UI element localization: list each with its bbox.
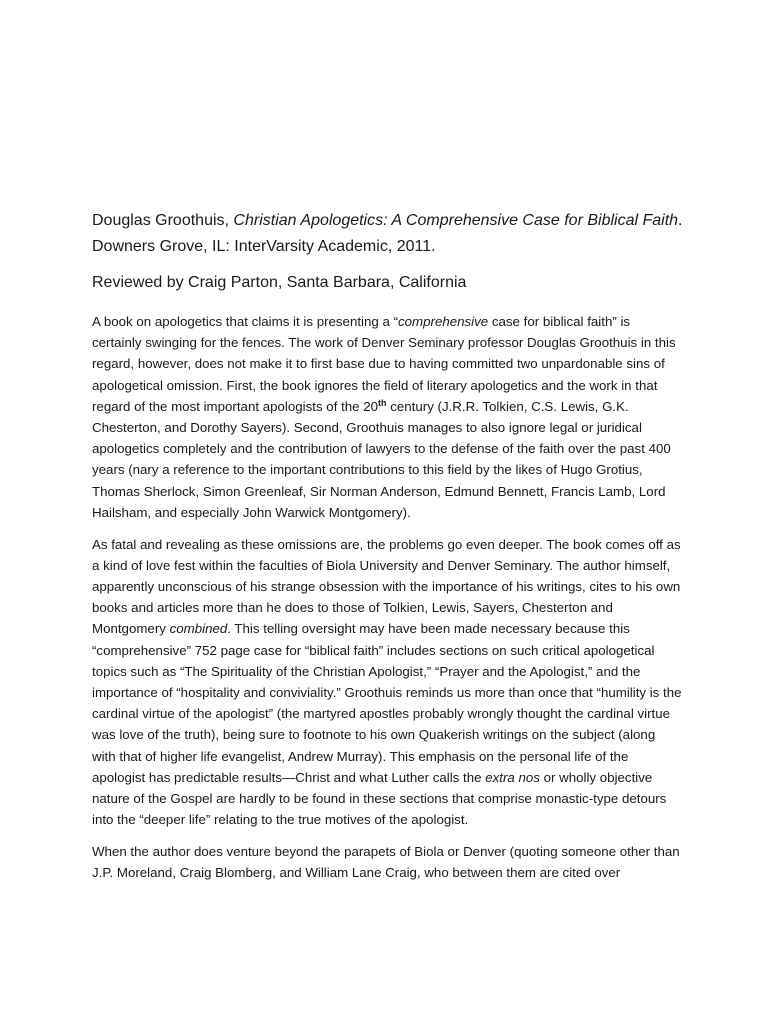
citation-author: Douglas Groothuis, — [92, 212, 234, 229]
p3-text-1: When the author does venture beyond the parapets of Biola or Denver (quoting someone other than J.P. Moreland, Craig Blomberg, and William Lane Craig, who between them are cited over — [92, 843, 680, 881]
reviewer-line: Reviewed by Craig Parton, Santa Barbara, California — [92, 274, 467, 291]
citation-title: Christian Apologetics: A Comprehensive Case for Biblical Faith — [233, 212, 679, 229]
p1-emphasis: comprehensive — [398, 314, 489, 329]
citation-line-1 — [92, 208, 712, 234]
book-citation — [92, 208, 712, 260]
p2-text-1: As fatal and revealing as these omissions are, the problems go even deeper. The book comes off as a kind of love fest within the faculties of Biola University and Denver Seminary. The author himself, apparently unconscious of his strange obsession with the importance of his writings, cites to his own books and articles more than he does to those of Tolkien, Lewis, Sayers, Chesterton and Montgomery — [92, 536, 681, 637]
p2-emphasis-1: combined — [169, 621, 228, 637]
citation-publication: Downers Grove, IL: InterVarsity Academic, 2011. — [92, 238, 436, 255]
p1-text-1: A book on apologetics that claims it is presenting a “ — [92, 314, 398, 329]
paragraph-2 — [92, 534, 682, 831]
review-body — [92, 311, 682, 883]
p1-superscript: th — [378, 397, 387, 408]
paragraph-3 — [92, 841, 682, 883]
p1-text-3: century (J.R.R. Tolkien, C.S. Lewis, G.K. Chesterton, and Dorothy Sayers). Second, Groothuis manages to also ignore legal or juridical apologetics completely and the contribution of lawyers to the defense of the faith over the past 400 years (nary a reference to the important contributions to this field by the likes of Hugo Grotius, Thomas Sherlock, Simon Greenleaf, Sir Norman Anderson, Edmund Bennett, Francis Lamb, Lord Hailsham, and especially John Warwick Montgomery). — [92, 398, 671, 520]
p2-text-3: or wholly objective nature of the Gospel are hardly to be found in these sections that comprise monastic-type detours into the “deeper life” relating to the true motives of the apologist. — [92, 769, 667, 828]
citation-title-end: . — [678, 212, 683, 229]
p2-text-2: . This telling oversight may have been made necessary because this “comprehensive” 752 page case for “biblical faith” includes sections on such critical apologetical topics such as “The Spirituality of the Christian Apologist,” “Prayer and the Apologist,” and the importance of “hospitality and conviviality.” Groothuis reminds us more than once that “humility is the cardinal virtue of the apologist” (the martyred apostles probably wrongly thought the cardinal virtue was love of the truth), being sure to footnote to his own Quakerish writings on the subject (along with that of higher life evangelist, Andrew Murray). This emphasis on the personal life of the apologist has predictable results—Christ and what Luther calls the — [92, 621, 682, 785]
p2-emphasis-2: extra nos — [485, 769, 540, 785]
p1-text-2: case for biblical faith” is certainly swinging for the fences. The work of Denver Seminary professor Douglas Groothuis in this regard, however, does not make it to first base due to having committed two unpardonable sins of apologetical omission. First, the book ignores the field of literary apologetics and the work in that regard of the most important apologists of the 20 — [92, 314, 676, 414]
paragraph-1 — [92, 311, 682, 523]
